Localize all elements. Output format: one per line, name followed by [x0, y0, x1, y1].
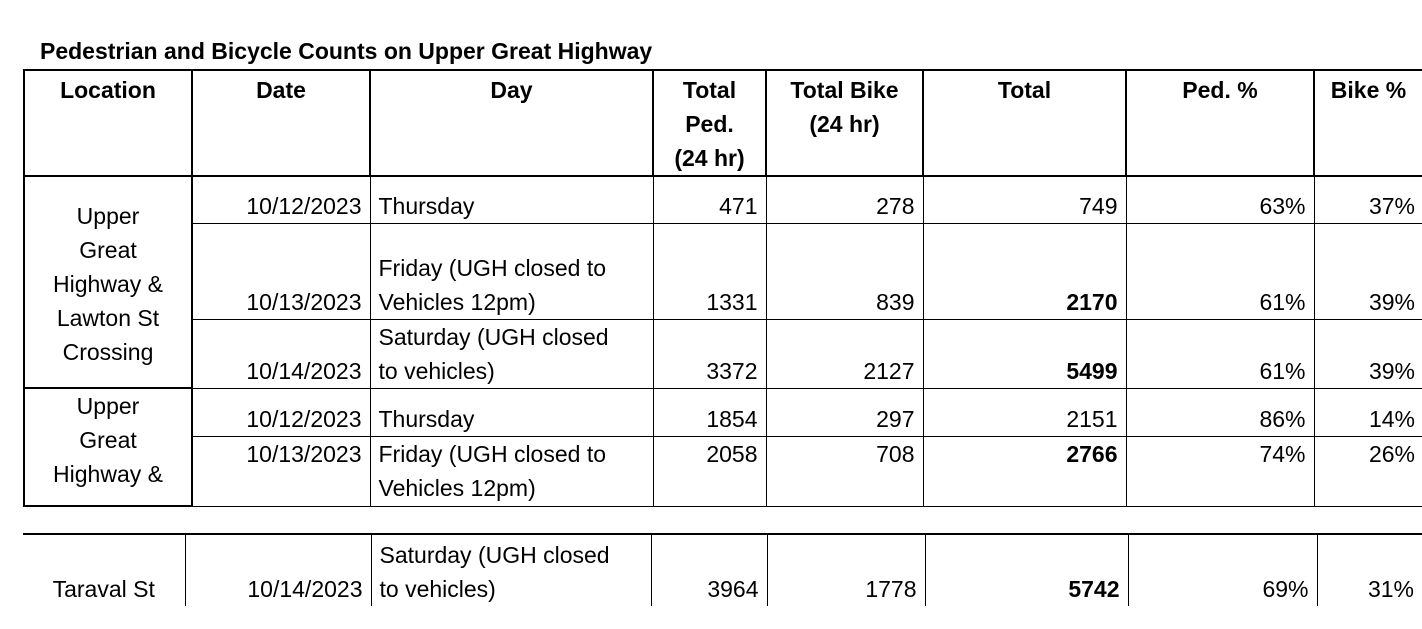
- continuation-table: [23, 533, 1422, 606]
- day-line: Saturday (UGH closed: [379, 542, 610, 568]
- header-total-ped: [653, 70, 766, 176]
- ped-pct-cell: 63%: [1126, 176, 1314, 223]
- location-cell: Taraval St: [23, 534, 185, 606]
- location-line: Upper: [76, 393, 140, 419]
- day-cell: [370, 223, 653, 319]
- location-line: Upper: [76, 203, 140, 229]
- bike-cell: 839: [766, 223, 923, 319]
- day-line: Friday (UGH closed to: [378, 440, 607, 467]
- ped-cell: 471: [653, 176, 766, 223]
- bike-pct-cell: 31%: [1317, 534, 1422, 606]
- total-cell: 5499: [923, 319, 1126, 388]
- ped-cell: 1854: [653, 388, 766, 436]
- day-line: Thursday: [378, 405, 475, 432]
- ped-cell: 2058: [653, 436, 766, 506]
- day-cell: [371, 534, 651, 606]
- header-total-ped-line1: Total: [682, 77, 737, 103]
- date-cell: 10/14/2023: [185, 534, 371, 606]
- table-row: [24, 319, 1422, 388]
- header-total-bike: [766, 70, 923, 176]
- bike-pct-cell: 39%: [1314, 319, 1422, 388]
- table-row: [24, 436, 1422, 506]
- table-row: [24, 176, 1422, 223]
- location-cell: [24, 388, 192, 506]
- date-cell: 10/12/2023: [192, 176, 370, 223]
- bike-cell: 1778: [767, 534, 925, 606]
- ped-cell: 3964: [651, 534, 767, 606]
- location-line: Great: [79, 427, 137, 453]
- table-row: [24, 223, 1422, 319]
- bike-cell: 297: [766, 388, 923, 436]
- ped-cell: 1331: [653, 223, 766, 319]
- bike-pct-cell: 26%: [1314, 436, 1422, 506]
- total-cell: 2151: [923, 388, 1126, 436]
- header-bike-pct: Bike %: [1314, 70, 1422, 176]
- day-line: to vehicles): [378, 357, 495, 384]
- bike-cell: 708: [766, 436, 923, 506]
- total-cell: 2766: [923, 436, 1126, 506]
- bike-cell: 278: [766, 176, 923, 223]
- ped-pct-cell: 61%: [1126, 319, 1314, 388]
- bike-pct-cell: 37%: [1314, 176, 1422, 223]
- bike-pct-cell: 39%: [1314, 223, 1422, 319]
- total-cell: 2170: [923, 223, 1126, 319]
- ped-pct-cell: 74%: [1126, 436, 1314, 506]
- location-cell: [24, 176, 192, 388]
- location-line: Crossing: [62, 339, 154, 365]
- header-date: Date: [192, 70, 370, 176]
- date-cell: 10/13/2023: [192, 436, 370, 506]
- header-location: Location: [24, 70, 192, 176]
- header-total-bike-line2: (24 hr): [809, 111, 880, 137]
- day-line: Thursday: [378, 192, 475, 219]
- date-cell: 10/14/2023: [192, 319, 370, 388]
- header-ped-pct: Ped. %: [1126, 70, 1314, 176]
- location-line: Highway &: [53, 461, 163, 487]
- day-cell: [370, 388, 653, 436]
- location-line: Highway &: [53, 271, 163, 297]
- ped-pct-cell: 86%: [1126, 388, 1314, 436]
- location-line: Lawton St: [56, 305, 160, 331]
- table-row: [24, 388, 1422, 436]
- total-cell: 749: [923, 176, 1126, 223]
- header-total-ped-line2: Ped.: [685, 111, 734, 137]
- ped-cell: 3372: [653, 319, 766, 388]
- day-line: Friday (UGH closed to: [378, 254, 607, 281]
- bike-cell: 2127: [766, 319, 923, 388]
- day-cell: [370, 319, 653, 388]
- header-total: Total: [923, 70, 1126, 176]
- ped-pct-cell: 69%: [1128, 534, 1317, 606]
- day-line: to vehicles): [379, 576, 496, 602]
- day-line: Saturday (UGH closed: [378, 323, 609, 350]
- header-total-ped-line3: (24 hr): [674, 145, 745, 171]
- location-line: Great: [79, 237, 137, 263]
- header-day: Day: [370, 70, 653, 176]
- date-cell: 10/13/2023: [192, 223, 370, 319]
- day-line: Vehicles 12pm): [378, 288, 536, 315]
- header-total-bike-line1: Total Bike: [790, 77, 899, 103]
- day-line: Vehicles 12pm): [378, 474, 536, 501]
- day-cell: [370, 176, 653, 223]
- bike-pct-cell: 14%: [1314, 388, 1422, 436]
- counts-table: [23, 69, 1422, 507]
- ped-pct-cell: 61%: [1126, 223, 1314, 319]
- day-cell: [370, 436, 653, 506]
- header-row: [24, 70, 1422, 176]
- page-title: Pedestrian and Bicycle Counts on Upper Great Highway: [40, 38, 653, 64]
- table-row: [23, 534, 1422, 606]
- date-cell: 10/12/2023: [192, 388, 370, 436]
- total-cell: 5742: [925, 534, 1128, 606]
